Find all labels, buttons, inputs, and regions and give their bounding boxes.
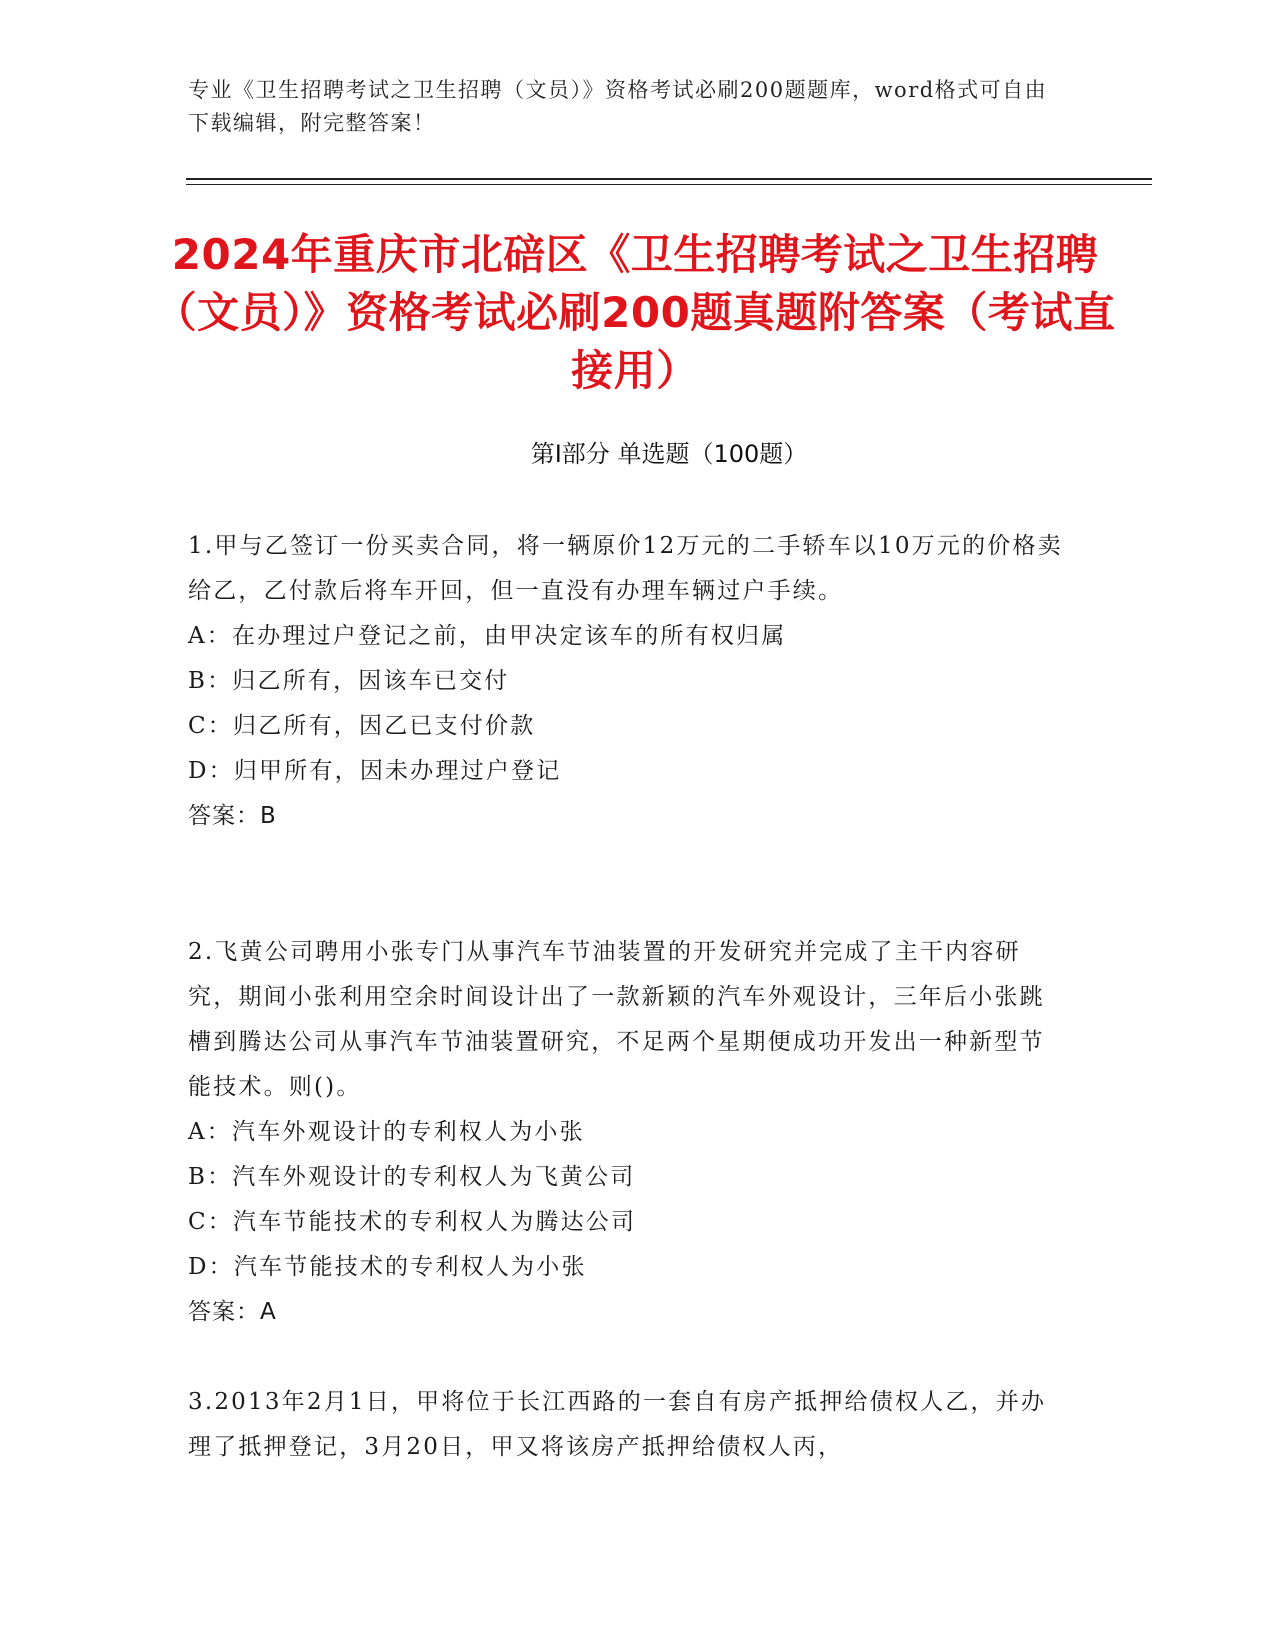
question-1 bbox=[188, 524, 1068, 839]
question-stem: 1.甲与乙签订一份买卖合同，将一辆原价12万元的二手轿车以10万元的价格卖给乙，乙付款后将车开回，但一直没有办理车辆过户手续。 bbox=[188, 533, 1063, 604]
header-divider bbox=[186, 178, 1152, 180]
option-a: A：在办理过户登记之前，由甲决定该车的所有权归属 bbox=[188, 623, 787, 649]
option-c: C：归乙所有，因乙已支付价款 bbox=[188, 713, 536, 739]
option-c: C：汽车节能技术的专利权人为腾达公司 bbox=[188, 1209, 637, 1235]
header-divider-thin bbox=[186, 184, 1152, 185]
option-b: B：归乙所有，因该车已交付 bbox=[188, 668, 510, 694]
option-a: A：汽车外观设计的专利权人为小张 bbox=[188, 1119, 585, 1145]
answer: 答案：A bbox=[188, 1299, 277, 1325]
question-stem: 3.2013年2月1日，甲将位于长江西路的一套自有房产抵押给债权人乙，并办理了抵押登记，3月20日，甲又将该房产抵押给债权人丙， bbox=[188, 1389, 1047, 1460]
question-stem: 2.飞黄公司聘用小张专门从事汽车节油装置的开发研究并完成了主干内容研究，期间小张利用空余时间设计出了一款新颖的汽车外观设计，三年后小张跳槽到腾达公司从事汽车节油装置研究，不足两个星期便成功开发出一种新型节能技术。则()。 bbox=[188, 939, 1045, 1100]
option-b: B：汽车外观设计的专利权人为飞黄公司 bbox=[188, 1164, 636, 1190]
answer: 答案：B bbox=[188, 803, 277, 829]
question-2 bbox=[188, 930, 1068, 1335]
header-note: 专业《卫生招聘考试之卫生招聘（文员）》资格考试必刷200题题库，word格式可自由下载编辑，附完整答案！ bbox=[188, 78, 1048, 135]
question-3 bbox=[188, 1380, 1068, 1470]
option-d: D：归甲所有，因未办理过户登记 bbox=[188, 758, 562, 784]
section-title: 第I部分 单选题（100题） bbox=[530, 440, 808, 468]
option-d: D：汽车节能技术的专利权人为小张 bbox=[188, 1254, 587, 1280]
document-title: 2024年重庆市北碚区《卫生招聘考试之卫生招聘（文员）》资格考试必刷200题真题附答案（考试直接用） bbox=[154, 230, 1116, 395]
